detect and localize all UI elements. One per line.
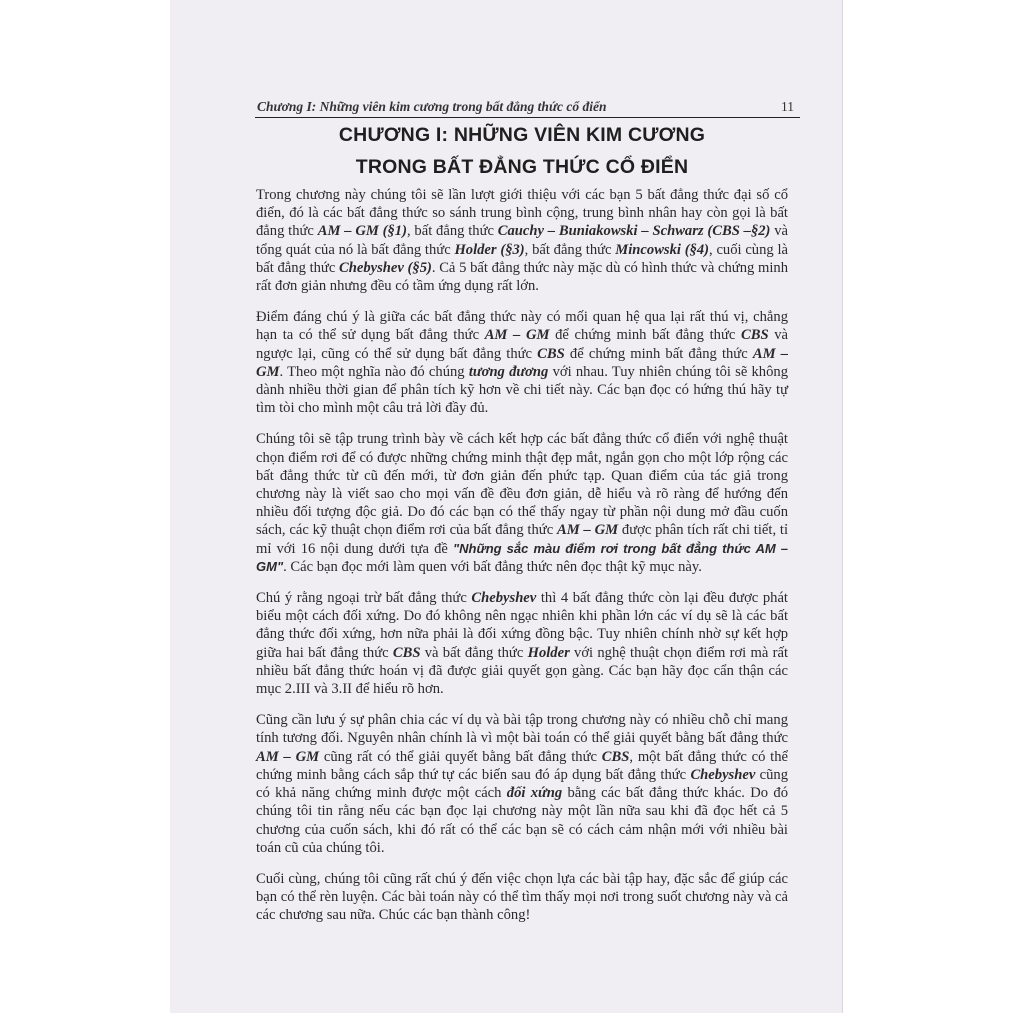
page-number: 11 [781,99,794,114]
text-run: Chúng tôi sẽ tập trung trình bày về cách kết hợp các bất đẳng thức cổ điển với nghệ thuật chọn điểm rơi để có được những chứng minh thật đẹp mắt, ngắn gọn cho một lớp rộng các bất đẳng thức từ cũ đến mới, từ đơn giản đến phức tạp. Quan điểm của tác giả trong chương này là viết sao cho mọi vấn đề đều đơn giản, dễ hiểu và rõ ràng để hướng đến nhiều đối tượng độc giả. Do đó các bạn có thể thấy ngay từ phần nội dung mở đầu cuốn sách, các kỹ thuật chọn điểm rơi của bất đẳng thức [256,431,788,539]
term-mincowski: Mincowski (§4) [615,241,710,258]
paragraph-5 [256,711,788,857]
text-run: được phân tích rất chi tiết, tỉ mỉ với 16 nội dung dưới tựa đề [256,522,789,557]
running-title: Chương I: Những viên kim cương trong bất đẳng thức cổ điển [257,99,607,114]
running-header [255,97,800,118]
text-run: . Các bạn đọc mới làm quen với bất đẳng thức nên đọc thật kỹ mục này. [283,558,702,575]
text-run: và tổng quát của nó là bất đẳng thức [256,223,788,258]
term-symmetric: đối xứng [506,785,563,802]
paragraph-4 [256,589,788,698]
term-am-gm: AM – GM [556,522,619,539]
text-run: và bất đẳng thức [420,644,528,661]
section-reference: "Những sắc màu điểm rơi trong bất đẳng thức AM – GM" [256,540,788,574]
text-run: Điểm đáng chú ý là giữa các bất đẳng thức này có mối quan hệ qua lại rất thú vị, chẳng hạn ta có thể sử dụng bất đẳng thức [256,309,788,344]
text-run: cũng có khả năng chứng minh được một cách [256,766,788,802]
paragraph-3 [256,430,788,576]
term-holder: Holder [527,644,570,661]
text-run: , một bất đẳng thức có thể chứng minh bằng cách sắp thứ tự các biến sau đó áp dụng bất đẳng thức [256,748,789,783]
text-run: và ngược lại, cũng có thể sử dụng bất đẳng thức [256,327,788,362]
term-cbs: Cauchy – Buniakowski – Schwarz (CBS –§2) [497,223,771,240]
paragraph-1 [256,186,788,295]
text-run: với nhau. Tuy nhiên chúng tôi sẽ không dành nhiều thời gian để phân tích kỹ hơn về chi tiết này. Các bạn đọc có hứng thú hãy tự tìm tòi cho mình một câu trả lời đầy đủ. [256,363,788,417]
text-run: Trong chương này chúng tôi sẽ lần lượt giới thiệu với các bạn 5 bất đẳng thức đại số cổ điển, đó là các bất đẳng thức so sánh trung bình cộng, trung bình nhân hay còn gọi là bất đẳng thức [256,187,788,240]
text-run: cũng rất có thể giải quyết bằng bất đẳng thức [319,748,602,765]
text-run: Cũng cần lưu ý sự phân chia các ví dụ và bài tập trong chương này có nhiều chỗ chỉ mang tính tương đối. Nguyên nhân chính là vì một bài toán có thể giải quyết bằng bất đẳng thức [256,712,788,747]
text-run: với nghệ thuật chọn điểm rơi mà rất nhiều bất đẳng thức hoán vị đã được giải quyết gọn gàng. Các bạn hãy đọc cẩn thận các mục 2.III và 3.II để hiểu rõ hơn. [256,644,788,698]
term-cbs: CBS [537,345,565,362]
term-am-gm: AM – GM [484,327,550,344]
term-cbs: CBS [740,327,769,344]
text-run: để chứng minh bất đẳng thức [564,345,753,362]
term-am-gm: AM – GM [256,748,320,765]
text-run: . Cả 5 bất đẳng thức này mặc dù có hình thức và chứng minh rất đơn giản nhưng đều có tầm ứng dụng rất lớn. [256,259,788,295]
text-run: , bất đẳng thức [524,241,616,258]
text-run: , bất đẳng thức [406,223,498,240]
text-run: để chứng minh bất đẳng thức [549,327,741,344]
term-chebyshev: Chebyshev (§5) [339,259,432,276]
term-chebyshev: Chebyshev [690,766,756,783]
term-chebyshev: Chebyshev [471,590,537,607]
text-run: , cuối cùng là bất đẳng thức [256,241,788,276]
paragraph-2 [256,308,788,417]
term-cbs: CBS [392,644,421,661]
text-run: thì 4 bất đẳng thức còn lại đều được phát biểu một cách đối xứng. Do đó không nên ngạc nhiên khi phần lớn các ví dụ sẽ là các bất đẳng thức đối xứng, hơn nữa phải là đối xứng đồng bậc. Tuy nhiên chính nhờ sự kết hợp giữa hai bất đẳng thức [256,590,788,661]
chapter-title-line-2: TRONG BẤT ĐẲNG THỨC CỔ ĐIỂN [355,156,689,178]
chapter-body [256,186,788,938]
text-run: bằng các bất đẳng thức khác. Do đó chúng tôi tin rằng nếu các bạn đọc lại chương này một lần nữa sau khi đã đọc hết cả 5 chương của cuốn sách, khi đó rất có thể các bạn sẽ có cách cảm nhận mới với nhiều bài toán cũ của chúng tôi. [256,785,788,856]
term-holder: Holder (§3) [454,241,525,258]
term-equivalent: tương đương [468,363,549,380]
term-am-gm: AM – GM [256,345,789,380]
text-run: . Theo một nghĩa nào đó chúng [279,363,469,380]
chapter-title-line-1: CHƯƠNG I: NHỮNG VIÊN KIM CƯƠNG [338,124,706,146]
paragraph-6: Cuối cùng, chúng tôi cũng rất chú ý đến việc chọn lựa các bài tập hay, đặc sắc để giúp các bạn có thể rèn luyện. Các bài toán này có thể tìm thấy mọi nơi trong suốt chương này và cả các chương sau nữa. Chúc các bạn thành công! [256,870,788,924]
term-am-gm: AM – GM (§1) [317,223,407,240]
text-run: Chú ý rằng ngoại trừ bất đẳng thức [256,590,472,607]
term-cbs: CBS [601,748,630,765]
